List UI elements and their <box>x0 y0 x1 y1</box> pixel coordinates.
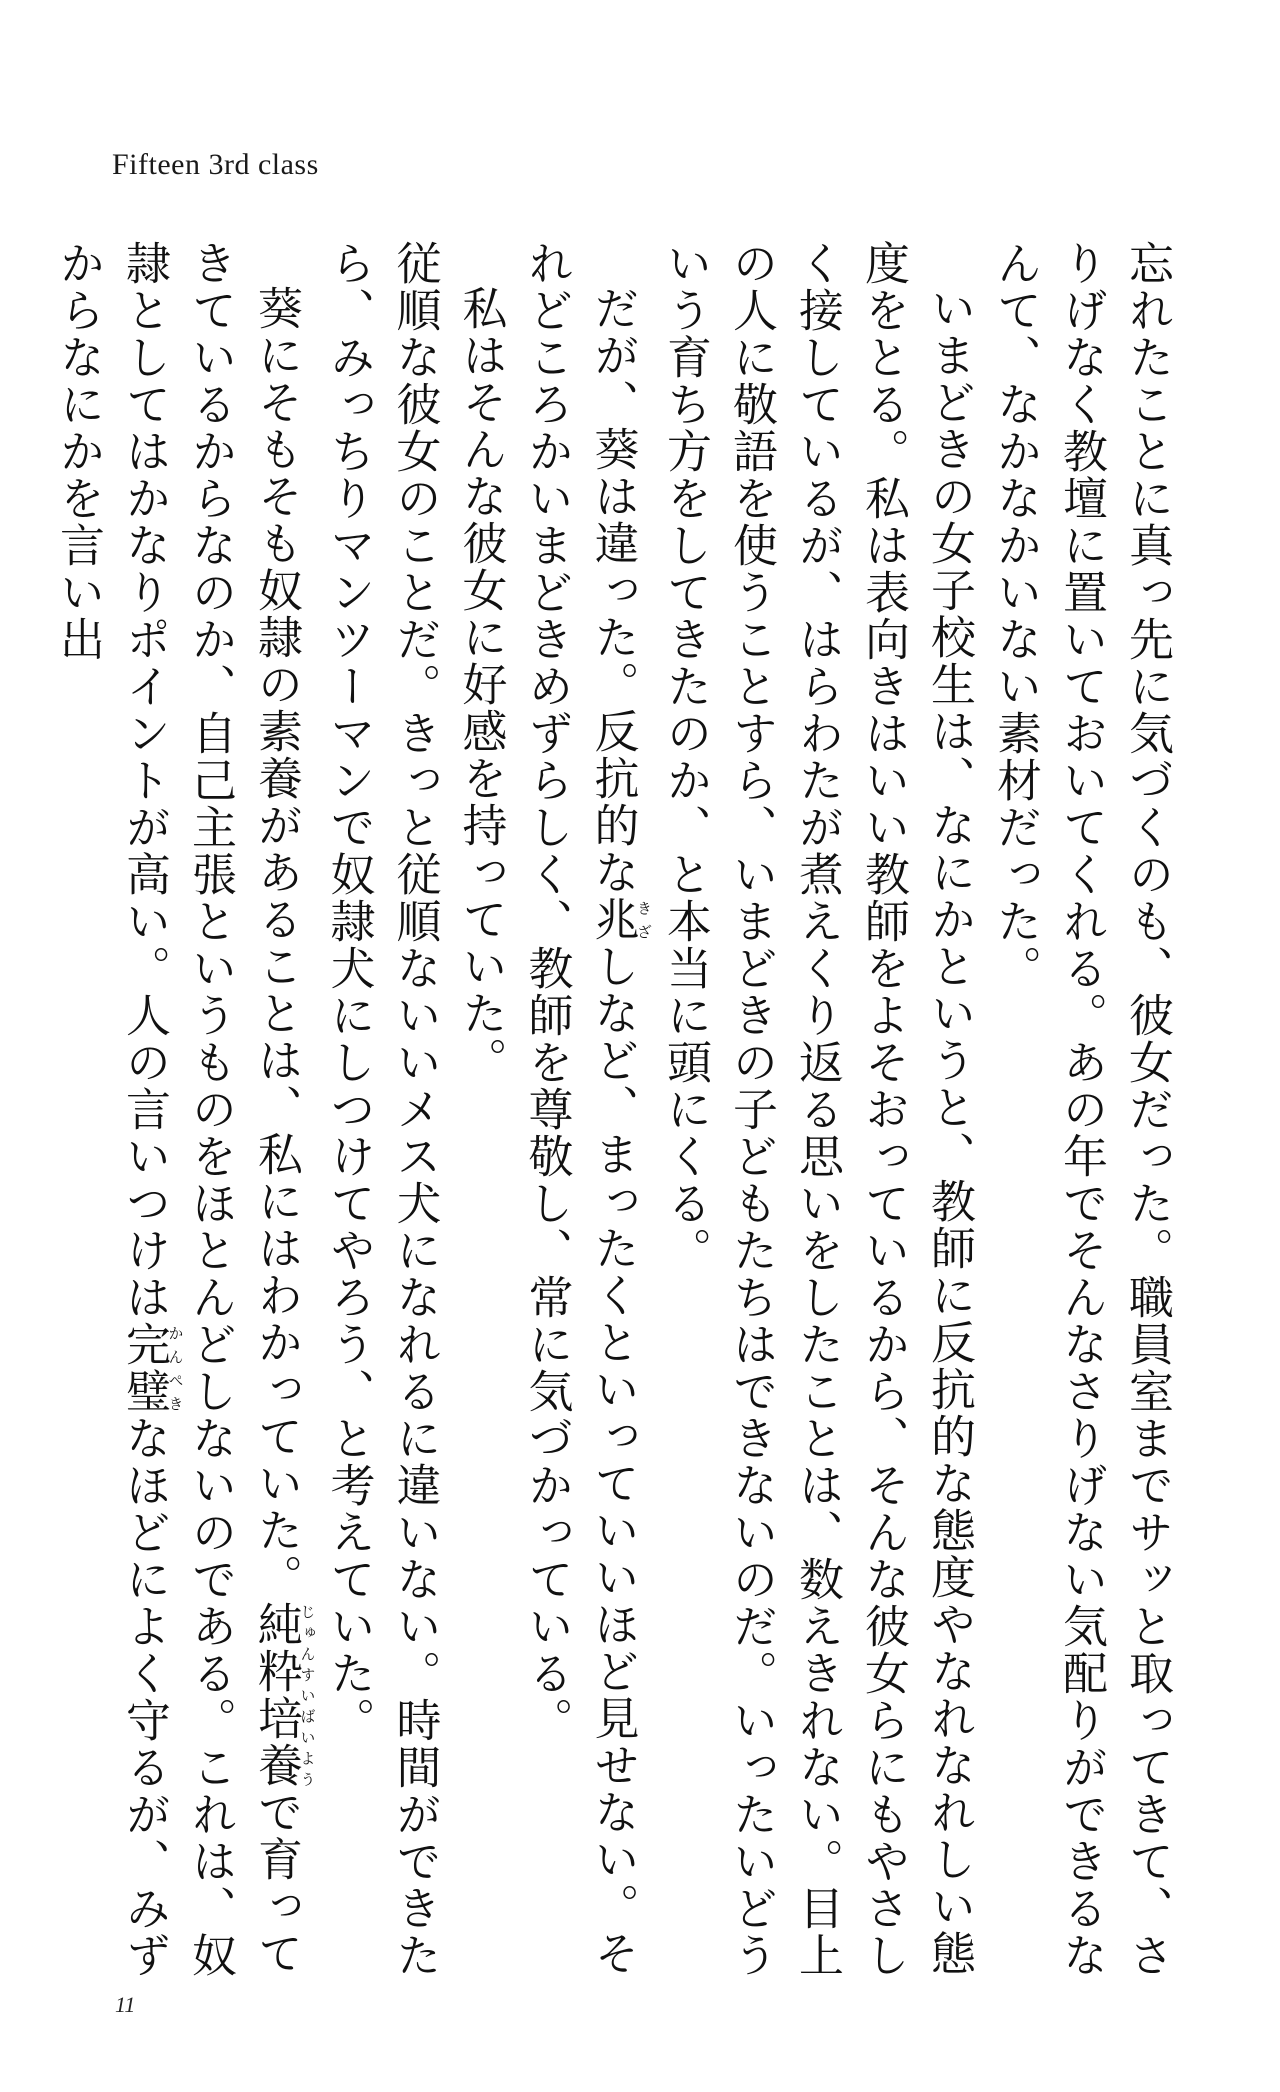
furigana-junsui-baiyou <box>250 1601 317 1789</box>
paragraph-6-part-a: 葵にそもそも奴隷の素養があることは、私にはわかっていた。 <box>250 285 303 1601</box>
paragraph-3-part-a: だが、葵は違った。反抗的な <box>586 285 640 896</box>
ruby-reading: じゅんすいばいよう <box>298 1601 317 1789</box>
ruby-base: 純粋培養 <box>250 1601 303 1789</box>
ruby-reading: かんぺき <box>166 1321 185 1415</box>
paragraph-3-part-b: しなど、まったくといっていいほど見せない。それどころかいまどきめずらしく、教師を尊敬し、常に気づかっている。 <box>520 240 640 1977</box>
paragraph-5: 従順な彼女のことだ。きっと従順ないいメス犬になれるに違いない。時間ができたら、みっちりマンツーマンで奴隷犬にしつけてやろう、と考えていた。 <box>322 240 442 1979</box>
furigana-kiza <box>586 896 653 943</box>
body-text <box>52 240 1180 2000</box>
page-number: 11 <box>115 1992 136 2017</box>
paragraph-3 <box>514 240 653 2000</box>
paragraph-6-part-c: なほどによく守るが、みずからなにかを言い出 <box>52 240 171 1979</box>
ruby-reading: きざ <box>635 896 653 943</box>
paragraph-6 <box>45 240 316 2000</box>
paragraph-2: いまどきの女子校生は、なにかというと、教師に反抗的な態度やなれなれしい態度をとる。私は表向きはいい教師をよそおっているから、そんな彼女らにもやさしく接しているが、はらわたが煮えくり返る思いをしたことは、数えきれない。目上の人に敬語を使うことすら、いまどきの子どもたちはできないのだ。いったいどういう育ち方をしてきたのか、と本当に頭にくる。 <box>659 240 976 1979</box>
ruby-base: 完璧 <box>118 1321 171 1415</box>
paragraph-1: 忘れたことに真っ先に気づくのも、彼女だった。職員室までサッと取ってきて、さりげなく教壇に置いておいてくれる。あの年でそんなさりげない気配りができるなんて、なかなかいない素材だった。 <box>989 240 1174 1979</box>
paragraph-4: 私はそんな彼女に好感を持っていた。 <box>454 285 508 1084</box>
paragraph-6-part-b: で育ってきているからなのか、自己主張というものをほとんどしないのである。これは、奴隷としてはかなりポイントが高い。人の言いつけは <box>118 240 303 1979</box>
running-title: Fifteen 3rd class <box>112 148 319 181</box>
ruby-base: 兆 <box>586 896 640 943</box>
furigana-kanpeki <box>118 1321 185 1415</box>
